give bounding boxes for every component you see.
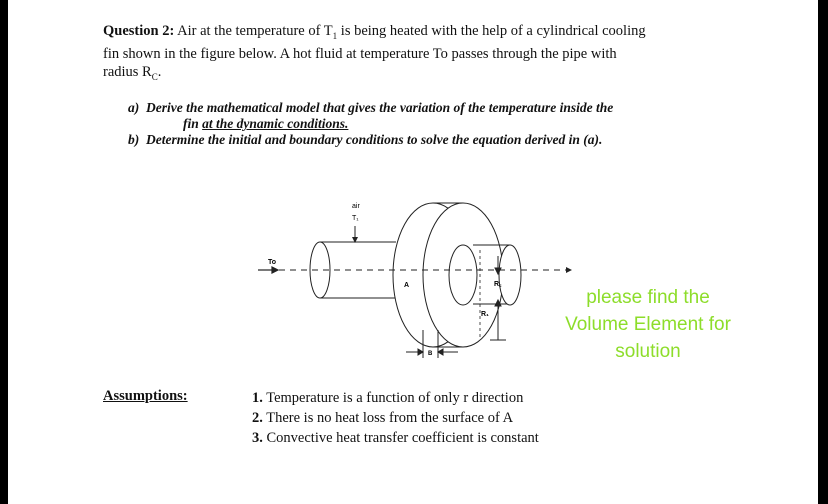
part-a-continued: fin at the dynamic conditions. [183,116,349,131]
flow-arrow-head [566,267,572,273]
question-text: Question 2: Air at the temperature of $T_1$ is being heated with the help of a cylindrical cooling fin shown in the figure below. A hot fluid at temperature To passes through the pipe with radius $R_C$. [103,23,646,82]
part-b: b) Determine the initial and boundary conditions to solve the equation derived in (a). [128,132,603,147]
document-page [8,0,818,504]
question-parts [128,100,748,148]
rc-label: R꜀ [494,281,502,288]
assumption-item: 3. Convective heat transfer coefficient is constant [252,430,539,446]
t1-label: T₁ [352,215,359,222]
assumption-item: 1. Temperature is a function of only r direction [252,390,524,406]
fin-disc [393,203,503,347]
air-label: air [352,203,360,210]
to-arrow [258,267,278,273]
r1-label: R₁ [481,311,489,318]
solution-note: please find the Volume Element for solution [565,287,731,362]
b-label: B [428,351,433,357]
assumptions-list [252,388,539,448]
assumption-item: 2. There is no heat loss from the surface of A [252,410,514,426]
a-label: A [404,282,410,289]
cylindrical-fin-figure [248,190,578,370]
question-label: Question 2: [103,23,175,39]
part-a: a) Derive the mathematical model that gives the variation of the temperature inside the [128,100,614,115]
assumptions-title: Assumptions: [103,388,188,404]
to-label: To [268,259,277,266]
